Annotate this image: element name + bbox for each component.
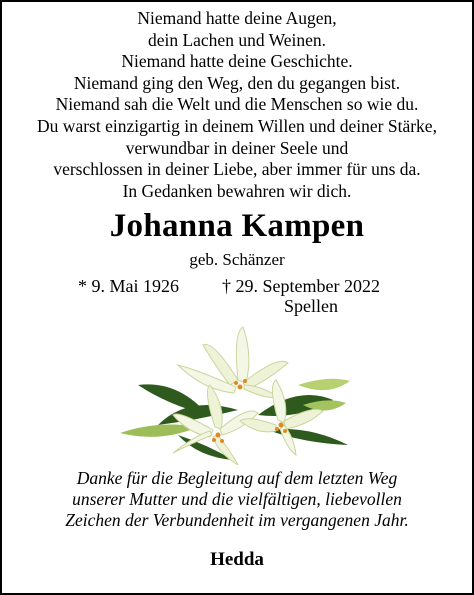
poem-line: Niemand hatte deine Geschichte. xyxy=(121,51,353,72)
death-place: Spellen xyxy=(284,296,338,316)
birth-date: * 9. Mai 1926 xyxy=(78,276,179,296)
thanks-text xyxy=(0,468,474,531)
death-date: † 29. September 2022 xyxy=(222,276,380,296)
poem-line: Du warst einzigartig in deinem Willen und deiner Stärke, xyxy=(37,115,437,136)
poem-line: dein Lachen und Weinen. xyxy=(147,29,327,50)
signature: Hedda xyxy=(210,549,264,570)
poem-line: Niemand hatte deine Augen, xyxy=(137,8,337,28)
poem-line: verschlossen in deiner Liebe, aber immer für uns da. xyxy=(53,159,421,180)
poem-line: Niemand ging den Weg, den du gegangen bist. xyxy=(73,72,401,93)
poem-line: Niemand sah die Welt und die Menschen so wie du. xyxy=(55,94,419,115)
poem xyxy=(0,8,474,202)
thanks-line: Zeichen der Verbundenheit im vergangenen Jahr. xyxy=(65,510,409,530)
lily-flowers-icon xyxy=(118,325,358,465)
thanks-line: Danke für die Begleitung auf dem letzten Weg xyxy=(76,468,398,488)
maiden-name: geb. Schänzer xyxy=(189,250,285,269)
thanks-line: unserer Mutter und die vielfältigen, liebevollen xyxy=(72,489,402,509)
poem-line: verwundbar in deiner Seele und xyxy=(125,137,349,158)
poem-line: In Gedanken bewahren wir dich. xyxy=(122,180,352,201)
deceased-name: Johanna Kampen xyxy=(109,208,365,244)
